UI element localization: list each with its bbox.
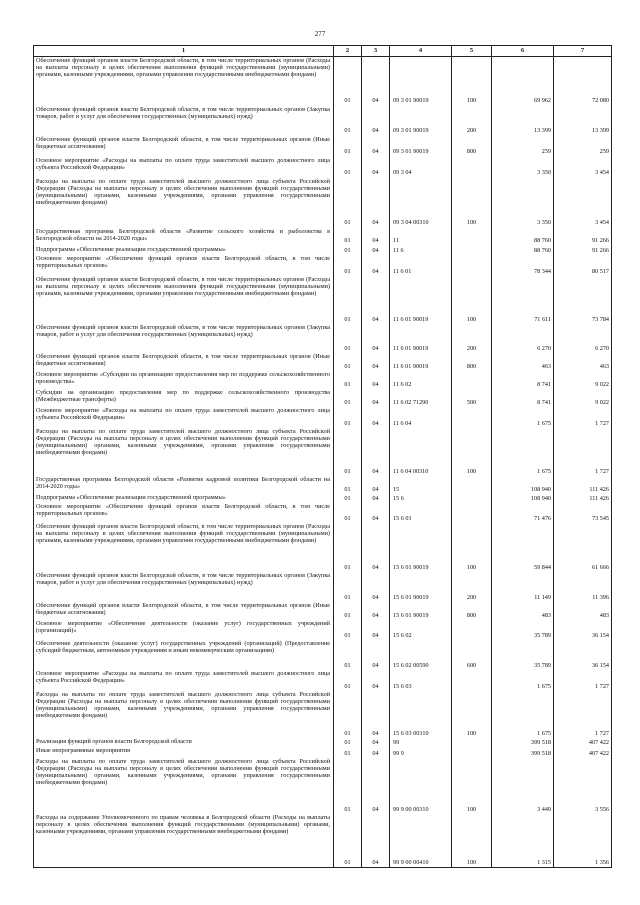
row-amount-year1: 71 611: [492, 276, 554, 324]
table-row: [34, 276, 612, 324]
table-row: [34, 494, 612, 503]
table-row: [34, 389, 612, 407]
table-row: [34, 178, 612, 228]
row-subsection: 04: [362, 276, 390, 324]
row-section: 01: [334, 747, 362, 758]
row-target-code: 09 3 04: [390, 157, 452, 178]
row-expense-type: 100: [452, 758, 492, 814]
row-amount-year1: 8 741: [492, 371, 554, 389]
row-expense-type: 200: [452, 106, 492, 136]
row-amount-year2: 6 270: [554, 324, 612, 353]
row-amount-year2: 3 454: [554, 178, 612, 228]
row-amount-year1: 1 675: [492, 428, 554, 476]
row-subsection: 04: [362, 136, 390, 157]
row-amount-year1: 1 675: [492, 407, 554, 428]
row-target-code: 99 9 00 00310: [390, 758, 452, 814]
row-section: 01: [334, 523, 362, 572]
table-row: [34, 476, 612, 494]
row-target-code: 09 3 01 90019: [390, 106, 452, 136]
budget-table: [33, 45, 612, 868]
row-amount-year2: 13 399: [554, 106, 612, 136]
row-name: Субсидии на организацию предоставления мер по поддержке сельскохозяйственного производства (Межбюджетные трансферты): [34, 389, 334, 407]
row-expense-type: [452, 670, 492, 691]
table-row: [34, 691, 612, 738]
row-name: Обеспечение функций органов власти Белгородской области, в том числе территориальных органов (Закупка товаров, работ и услуг для обеспечения государственных (муниципальных) нужд): [34, 106, 334, 136]
row-amount-year2: 91 266: [554, 246, 612, 255]
row-amount-year2: 9 022: [554, 389, 612, 407]
row-expense-type: 200: [452, 324, 492, 353]
row-subsection: 04: [362, 523, 390, 572]
row-subsection: 04: [362, 407, 390, 428]
row-subsection: 04: [362, 324, 390, 353]
row-expense-type: [452, 620, 492, 640]
row-expense-type: 500: [452, 389, 492, 407]
row-section: 01: [334, 620, 362, 640]
row-expense-type: 200: [452, 572, 492, 602]
row-expense-type: 100: [452, 178, 492, 228]
row-subsection: 04: [362, 255, 390, 276]
row-section: 01: [334, 106, 362, 136]
table-row: [34, 758, 612, 814]
row-subsection: 04: [362, 814, 390, 868]
row-amount-year1: 88 760: [492, 246, 554, 255]
row-subsection: 04: [362, 602, 390, 620]
row-subsection: 04: [362, 494, 390, 503]
col-header-7: 7: [554, 46, 612, 57]
row-expense-type: [452, 255, 492, 276]
row-expense-type: 800: [452, 602, 492, 620]
row-target-code: 99 9: [390, 747, 452, 758]
row-subsection: 04: [362, 503, 390, 523]
table-row: [34, 747, 612, 758]
row-subsection: 04: [362, 353, 390, 371]
row-subsection: 04: [362, 157, 390, 178]
row-target-code: 09 3 04 00310: [390, 178, 452, 228]
table-row: [34, 106, 612, 136]
row-amount-year1: 69 962: [492, 57, 554, 106]
row-subsection: 04: [362, 620, 390, 640]
row-expense-type: [452, 747, 492, 758]
row-expense-type: 100: [452, 57, 492, 106]
row-name: Обеспечение функций органов власти Белгородской области, в том числе территориальных органов (Закупка товаров, работ и услуг для обеспечения государственных (муниципальных) нужд): [34, 324, 334, 353]
row-target-code: 15 6 01 90019: [390, 572, 452, 602]
row-amount-year1: 35 789: [492, 640, 554, 670]
row-section: 01: [334, 670, 362, 691]
row-name: Расходы на выплаты по оплате труда заместителей высшего должностного лица субъекта Российской Федерации (Расходы на выплаты персоналу в целях обеспечения выполнения функций государственными (муниципальными) органами, казенными учреждениями, органами управления государственными внебюджетными фондами): [34, 691, 334, 738]
row-amount-year2: 259: [554, 136, 612, 157]
row-target-code: 15 6 01 90019: [390, 602, 452, 620]
row-amount-year1: 59 844: [492, 523, 554, 572]
table-row: [34, 228, 612, 246]
row-subsection: 04: [362, 178, 390, 228]
row-section: 01: [334, 157, 362, 178]
row-subsection: 04: [362, 428, 390, 476]
row-amount-year1: 399 518: [492, 738, 554, 747]
row-subsection: 04: [362, 106, 390, 136]
row-name: Обеспечение функций органов власти Белгородской области, в том числе территориальных органов (Закупка товаров, работ и услуг для обеспечения государственных (муниципальных) нужд): [34, 572, 334, 602]
header-row: [34, 46, 612, 57]
row-amount-year1: 399 518: [492, 747, 554, 758]
row-section: 01: [334, 814, 362, 868]
row-expense-type: 100: [452, 428, 492, 476]
row-amount-year2: 9 022: [554, 371, 612, 389]
row-target-code: 11 6 02 71290: [390, 389, 452, 407]
row-amount-year1: 3 449: [492, 758, 554, 814]
row-amount-year1: 1 675: [492, 691, 554, 738]
table-row: [34, 353, 612, 371]
row-name: Расходы на выплаты по оплате труда заместителей высшего должностного лица субъекта Российской Федерации (Расходы на выплаты персоналу в целях обеспечения выполнения функций государственными (муниципальными) органами, казенными учреждениями, органами управления государственными внебюджетными фондами): [34, 178, 334, 228]
row-target-code: 11 6 01: [390, 255, 452, 276]
row-target-code: 15 6: [390, 494, 452, 503]
row-amount-year1: 8 741: [492, 389, 554, 407]
table-row: [34, 503, 612, 523]
row-section: 01: [334, 407, 362, 428]
row-target-code: 15 6 02 00590: [390, 640, 452, 670]
row-section: 01: [334, 494, 362, 503]
row-name: Обеспечение функций органов власти Белгородской области, в том числе территориальных органов (Расходы на выплаты персоналу в целях обеспечения выполнения функций государственными (муниципальными) органами, казенными учреждениями, органами управления государственными внебюджетными фондами): [34, 523, 334, 572]
table-row: [34, 136, 612, 157]
table-row: [34, 57, 612, 106]
col-header-4: 4: [390, 46, 452, 57]
row-amount-year2: 407 422: [554, 738, 612, 747]
table-row: [34, 523, 612, 572]
row-amount-year1: 13 399: [492, 106, 554, 136]
row-target-code: 09 3 01 90019: [390, 136, 452, 157]
table-row: [34, 640, 612, 670]
row-subsection: 04: [362, 572, 390, 602]
row-section: 01: [334, 324, 362, 353]
row-amount-year2: 1 356: [554, 814, 612, 868]
row-expense-type: [452, 407, 492, 428]
row-amount-year2: 36 154: [554, 620, 612, 640]
row-amount-year1: 1 315: [492, 814, 554, 868]
row-expense-type: 100: [452, 523, 492, 572]
col-header-5: 5: [452, 46, 492, 57]
row-name: Основное мероприятие «Расходы на выплаты по оплате труда заместителей высшего должностного лица субъекта Российской Федерации»: [34, 670, 334, 691]
row-expense-type: 600: [452, 640, 492, 670]
row-amount-year2: 11 396: [554, 572, 612, 602]
row-amount-year1: 108 940: [492, 494, 554, 503]
table-row: [34, 670, 612, 691]
row-amount-year2: 111 426: [554, 494, 612, 503]
row-name: Реализация функций органов власти Белгородской области: [34, 738, 334, 747]
table-row: [34, 814, 612, 868]
row-target-code: 15 6 03: [390, 670, 452, 691]
table-row: [34, 602, 612, 620]
row-amount-year1: 88 760: [492, 228, 554, 246]
row-target-code: 11 6: [390, 246, 452, 255]
row-amount-year2: 3 454: [554, 157, 612, 178]
row-amount-year2: 1 727: [554, 428, 612, 476]
row-subsection: 04: [362, 246, 390, 255]
row-subsection: 04: [362, 371, 390, 389]
row-target-code: 15 6 01: [390, 503, 452, 523]
col-header-3: 3: [362, 46, 390, 57]
row-amount-year2: 91 266: [554, 228, 612, 246]
row-expense-type: [452, 157, 492, 178]
row-subsection: 04: [362, 389, 390, 407]
row-section: 01: [334, 353, 362, 371]
row-expense-type: 100: [452, 814, 492, 868]
row-section: 01: [334, 691, 362, 738]
row-amount-year1: 1 675: [492, 670, 554, 691]
row-name: Основное мероприятие «Обеспечение деятельности (оказание услуг) государственных учреждений (организаций)»: [34, 620, 334, 640]
row-amount-year2: 36 154: [554, 640, 612, 670]
row-amount-year1: 463: [492, 353, 554, 371]
row-section: 01: [334, 738, 362, 747]
table-row: [34, 246, 612, 255]
row-amount-year1: 483: [492, 602, 554, 620]
row-name: Обеспечение функций органов власти Белгородской области, в том числе территориальных органов (Иные бюджетные ассигнования): [34, 353, 334, 371]
row-target-code: 11: [390, 228, 452, 246]
page-number: 277: [314, 30, 326, 38]
row-section: 01: [334, 246, 362, 255]
row-expense-type: 800: [452, 136, 492, 157]
row-amount-year2: 1 727: [554, 407, 612, 428]
row-name: Расходы на выплаты по оплате труда заместителей высшего должностного лица субъекта Российской Федерации (Расходы на выплаты персоналу в целях обеспечения выполнения функций государственными (муниципальными) органами, казенными учреждениями, органами управления государственными внебюджетными фондами): [34, 758, 334, 814]
row-name: Обеспечение деятельности (оказание услуг) государственных учреждений (организаций) (Предоставление субсидий бюджетным, автономным учреждениям и иным некоммерческим организациям): [34, 640, 334, 670]
row-subsection: 04: [362, 228, 390, 246]
row-section: 01: [334, 602, 362, 620]
row-amount-year2: 1 727: [554, 670, 612, 691]
row-amount-year2: 463: [554, 353, 612, 371]
row-name: Основное мероприятие «Субсидии на организацию предоставления мер по поддержке сельскохозяйственного производства»: [34, 371, 334, 389]
row-section: 01: [334, 640, 362, 670]
row-amount-year2: 61 666: [554, 523, 612, 572]
row-target-code: 11 6 01 90019: [390, 353, 452, 371]
row-target-code: 11 6 01 90019: [390, 276, 452, 324]
row-amount-year2: 483: [554, 602, 612, 620]
table-row: [34, 157, 612, 178]
row-expense-type: [452, 503, 492, 523]
row-section: 01: [334, 136, 362, 157]
row-name: Государственная программа Белгородской области «Развитие кадровой политики Белгородской области на 2014-2020 годы»: [34, 476, 334, 494]
col-header-2: 2: [334, 46, 362, 57]
row-section: 01: [334, 503, 362, 523]
row-name: Основное мероприятие «Обеспечение функций органов власти Белгородской области, в том числе территориальных органов»: [34, 255, 334, 276]
row-target-code: 15 6 01 90019: [390, 523, 452, 572]
row-amount-year2: 1 727: [554, 691, 612, 738]
row-expense-type: [452, 228, 492, 246]
row-amount-year2: 73 545: [554, 503, 612, 523]
row-target-code: 99: [390, 738, 452, 747]
row-expense-type: 800: [452, 353, 492, 371]
table-row: [34, 572, 612, 602]
row-amount-year1: 11 149: [492, 572, 554, 602]
table-row: [34, 738, 612, 747]
row-name: Обеспечение функций органов власти Белгородской области, в том числе территориальных органов (Расходы на выплаты персоналу в целях обеспечения выполнения функций государственными (муниципальными) органами, казенными учреждениями, органами управления государственными внебюджетными фондами): [34, 57, 334, 106]
row-name: Обеспечение функций органов власти Белгородской области, в том числе территориальных органов (Иные бюджетные ассигнования): [34, 602, 334, 620]
row-amount-year1: 78 344: [492, 255, 554, 276]
row-section: 01: [334, 476, 362, 494]
row-name: Иные непрограммные мероприятия: [34, 747, 334, 758]
col-header-6: 6: [492, 46, 554, 57]
row-target-code: 15: [390, 476, 452, 494]
row-expense-type: 100: [452, 691, 492, 738]
row-target-code: 11 6 04: [390, 407, 452, 428]
row-subsection: 04: [362, 57, 390, 106]
row-name: Обеспечение функций органов власти Белгородской области, в том числе территориальных органов (Расходы на выплаты персоналу в целях обеспечения выполнения функций государственными (муниципальными) органами, казенными учреждениями, органами управления государственными внебюджетными фондами): [34, 276, 334, 324]
row-target-code: 11 6 04 00310: [390, 428, 452, 476]
row-name: Расходы на выплаты по оплате труда заместителей высшего должностного лица субъекта Российской Федерации (Расходы на выплаты персоналу в целях обеспечения выполнения функций государственными (муниципальными) органами, казенными учреждениями, органами управления государственными внебюджетными фондами): [34, 428, 334, 476]
row-amount-year2: 407 422: [554, 747, 612, 758]
table-row: [34, 324, 612, 353]
row-amount-year2: 72 080: [554, 57, 612, 106]
row-section: 01: [334, 572, 362, 602]
row-target-code: 15 6 02: [390, 620, 452, 640]
row-subsection: 04: [362, 476, 390, 494]
row-name: Государственная программа Белгородской области «Развитие сельского хозяйства и рыболовства в Белгородской области на 2014-2020 годы»: [34, 228, 334, 246]
table-row: [34, 407, 612, 428]
row-subsection: 04: [362, 670, 390, 691]
row-subsection: 04: [362, 640, 390, 670]
row-section: 01: [334, 428, 362, 476]
row-expense-type: [452, 494, 492, 503]
row-expense-type: [452, 371, 492, 389]
row-expense-type: [452, 476, 492, 494]
row-name: Подпрограмма «Обеспечение реализации государственной программы»: [34, 494, 334, 503]
row-amount-year2: 111 426: [554, 476, 612, 494]
col-header-1: 1: [34, 46, 334, 57]
row-amount-year2: 3 556: [554, 758, 612, 814]
row-amount-year1: 35 789: [492, 620, 554, 640]
row-expense-type: [452, 738, 492, 747]
row-amount-year1: 108 940: [492, 476, 554, 494]
row-amount-year1: 71 476: [492, 503, 554, 523]
row-amount-year1: 3 350: [492, 157, 554, 178]
row-amount-year2: 80 517: [554, 255, 612, 276]
table-body: [34, 57, 612, 868]
table-row: [34, 371, 612, 389]
row-section: 01: [334, 371, 362, 389]
row-name: Основное мероприятие «Обеспечение функций органов власти Белгородской области, в том числе территориальных органов»: [34, 503, 334, 523]
row-target-code: 15 6 03 00310: [390, 691, 452, 738]
row-name: Расходы на содержание Уполномоченного по правам человека в Белгородской области (Расходы на выплаты персоналу в целях обеспечения выполнения функций государственными (муниципальными) органами, казенными учреждениями, органами управления государственными внебюджетными фондами): [34, 814, 334, 868]
row-target-code: 99 9 00 00410: [390, 814, 452, 868]
row-section: 01: [334, 255, 362, 276]
row-section: 01: [334, 178, 362, 228]
table-row: [34, 428, 612, 476]
row-section: 01: [334, 57, 362, 106]
row-target-code: 09 3 01 90019: [390, 57, 452, 106]
row-target-code: 11 6 02: [390, 371, 452, 389]
row-section: 01: [334, 228, 362, 246]
row-name: Основное мероприятие «Расходы на выплаты по оплате труда заместителей высшего должностного лица субъекта Российской Федерации»: [34, 157, 334, 178]
row-section: 01: [334, 276, 362, 324]
row-expense-type: [452, 246, 492, 255]
row-name: Основное мероприятие «Расходы на выплаты по оплате труда заместителей высшего должностного лица субъекта Российской Федерации»: [34, 407, 334, 428]
row-subsection: 04: [362, 738, 390, 747]
row-subsection: 04: [362, 691, 390, 738]
row-section: 01: [334, 389, 362, 407]
row-amount-year1: 259: [492, 136, 554, 157]
row-expense-type: 100: [452, 276, 492, 324]
row-target-code: 11 6 01 90019: [390, 324, 452, 353]
row-name: Обеспечение функций органов власти Белгородской области, в том числе территориальных органов (Иные бюджетные ассигнования): [34, 136, 334, 157]
row-amount-year1: 6 270: [492, 324, 554, 353]
row-section: 01: [334, 758, 362, 814]
row-subsection: 04: [362, 758, 390, 814]
row-amount-year1: 3 350: [492, 178, 554, 228]
table-row: [34, 620, 612, 640]
table-row: [34, 255, 612, 276]
row-subsection: 04: [362, 747, 390, 758]
row-name: Подпрограмма «Обеспечение реализации государственной программы»: [34, 246, 334, 255]
row-amount-year2: 73 784: [554, 276, 612, 324]
